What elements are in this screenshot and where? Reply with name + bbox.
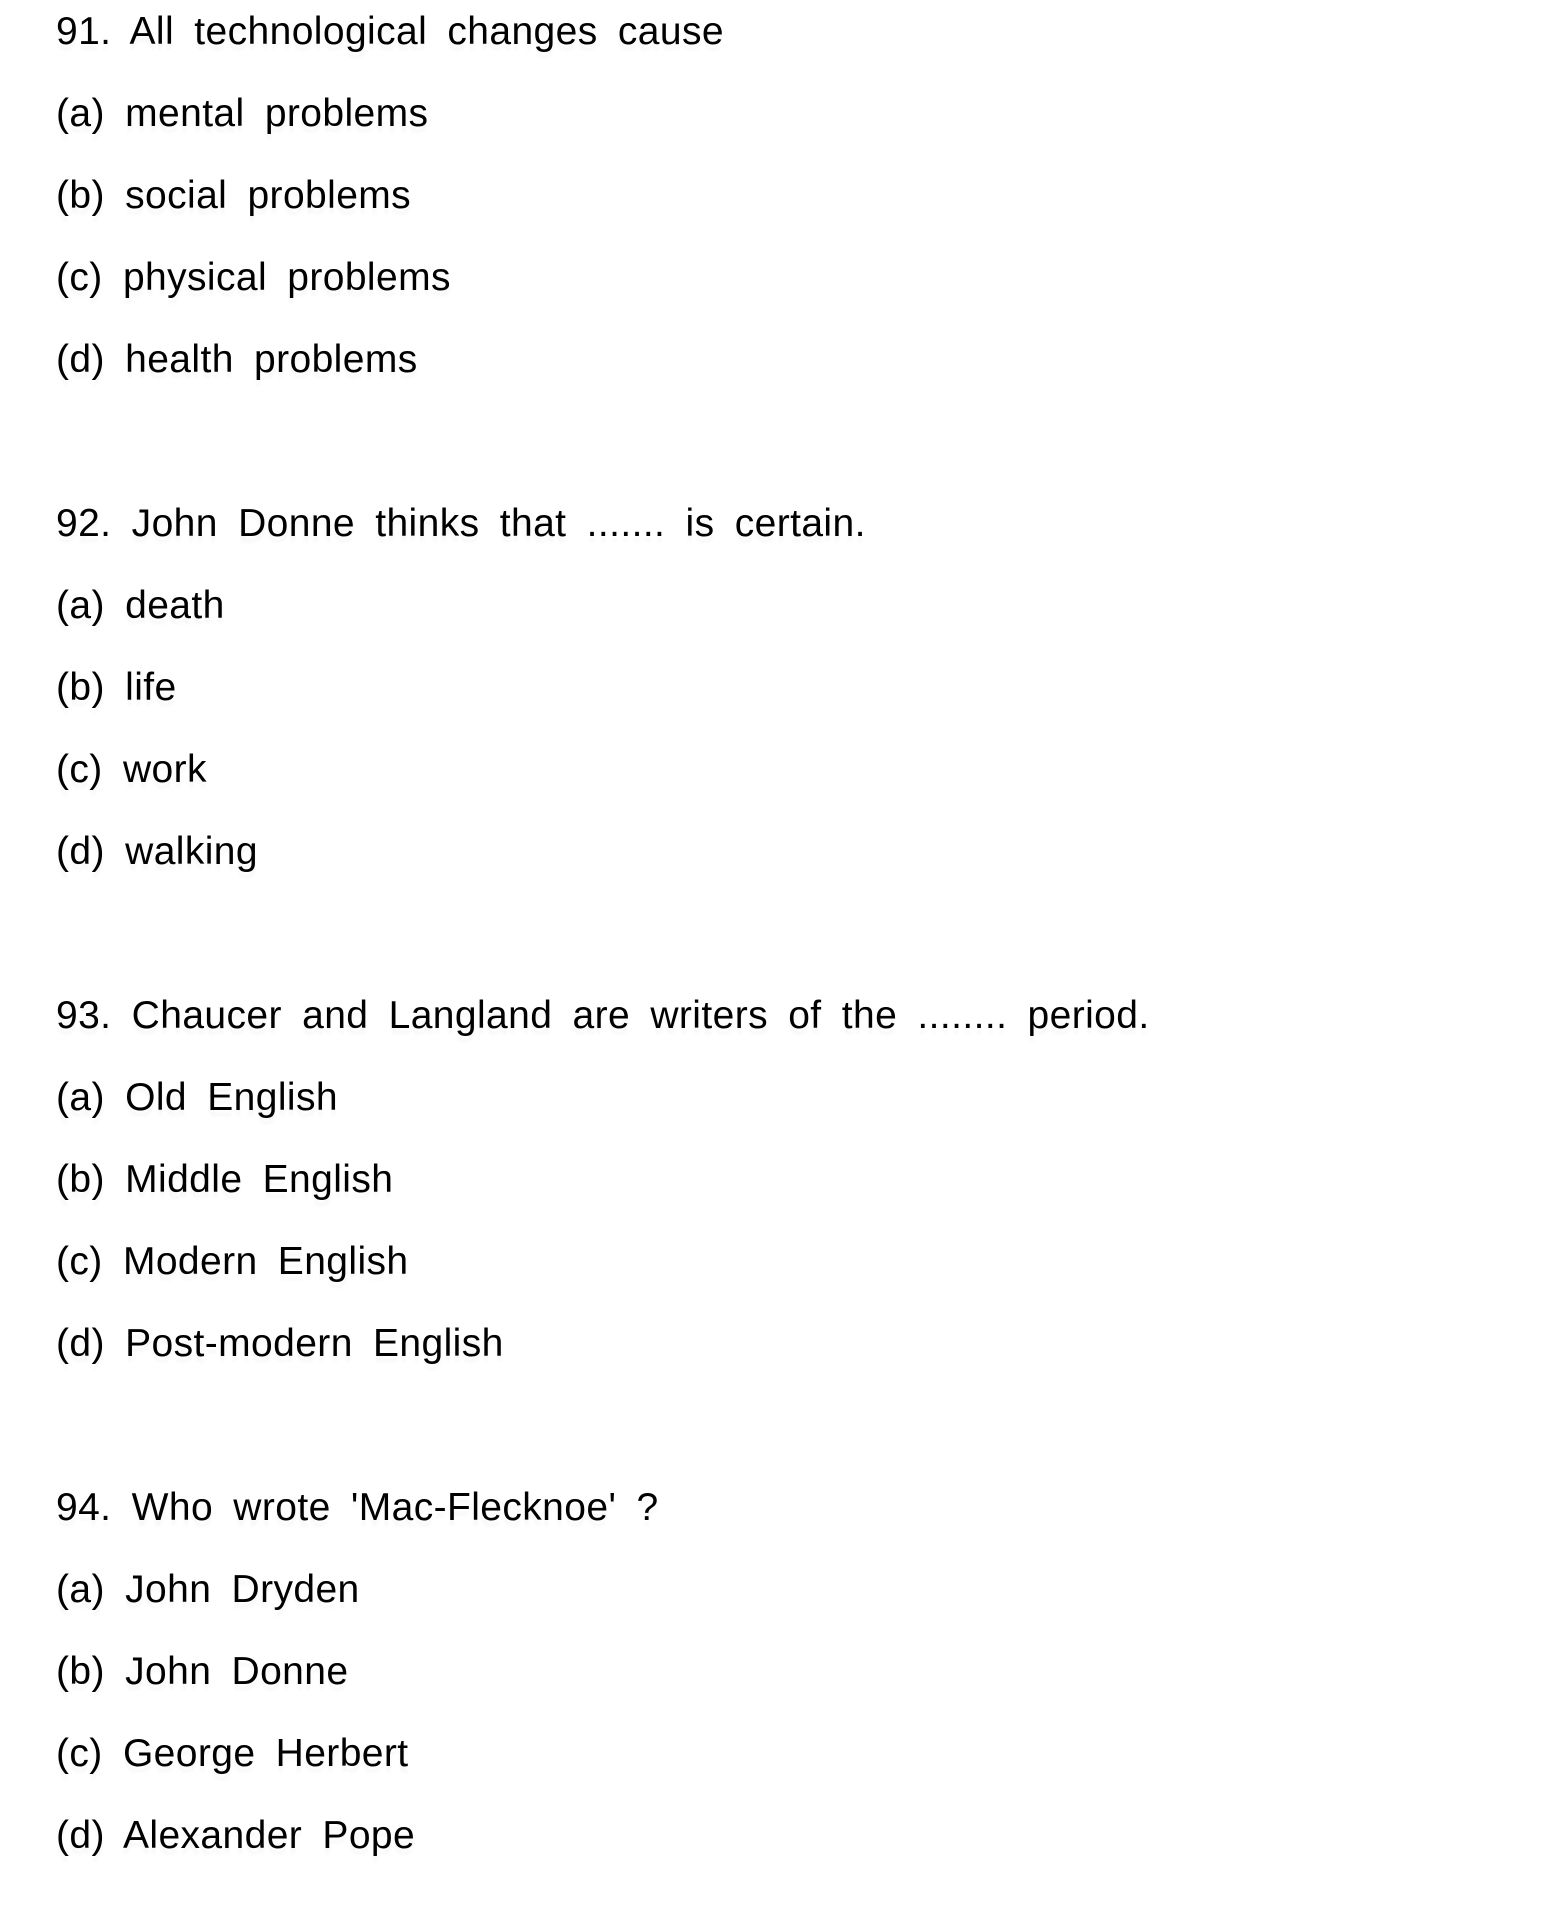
option-94-d: [56, 1812, 415, 1860]
question-number: 92.: [56, 502, 112, 545]
question-text: Chaucer and Langland are writers of the ........ period.: [131, 994, 1150, 1037]
option-label: (b): [56, 1650, 105, 1693]
option-label: (c): [56, 1732, 103, 1775]
question-92: [56, 500, 866, 548]
option-text: physical problems: [122, 256, 451, 299]
option-text: health problems: [125, 338, 418, 381]
question-91: [56, 8, 724, 56]
option-text: mental problems: [125, 92, 429, 135]
question-text: Who wrote 'Mac-Flecknoe' ?: [131, 1486, 659, 1529]
question-93: [56, 992, 1150, 1040]
option-94-a: [56, 1566, 360, 1614]
option-text: John Dryden: [125, 1568, 360, 1611]
option-93-c: [56, 1238, 409, 1286]
option-text: John Donne: [125, 1650, 349, 1693]
option-label: (c): [56, 256, 103, 299]
option-text: Post-modern English: [125, 1322, 504, 1365]
option-label: (d): [56, 830, 105, 873]
option-92-d: [56, 828, 258, 876]
option-text: walking: [125, 830, 258, 873]
option-label: (a): [56, 584, 105, 627]
option-label: (b): [56, 1158, 105, 1201]
option-text: work: [122, 748, 207, 791]
option-92-a: [56, 582, 225, 630]
option-91-a: [56, 90, 428, 138]
option-94-c: [56, 1730, 409, 1778]
option-label: (b): [56, 666, 105, 709]
option-text: life: [125, 666, 177, 709]
option-label: (a): [56, 1568, 105, 1611]
option-label: (d): [56, 1814, 105, 1857]
option-91-d: [56, 336, 418, 384]
question-number: 93.: [56, 994, 112, 1037]
option-91-b: [56, 172, 411, 220]
option-text: George Herbert: [122, 1732, 409, 1775]
option-label: (b): [56, 174, 105, 217]
option-label: (a): [56, 92, 105, 135]
option-93-d: [56, 1320, 504, 1368]
option-92-c: [56, 746, 207, 794]
option-text: Modern English: [122, 1240, 409, 1283]
option-label: (c): [56, 1240, 103, 1283]
option-94-b: [56, 1648, 348, 1696]
option-label: (d): [56, 338, 105, 381]
option-label: (a): [56, 1076, 105, 1119]
option-93-a: [56, 1074, 338, 1122]
option-93-b: [56, 1156, 393, 1204]
question-94: [56, 1484, 659, 1532]
option-text: death: [125, 584, 225, 627]
option-text: Alexander Pope: [122, 1814, 416, 1857]
question-number: 91.: [56, 10, 112, 53]
option-91-c: [56, 254, 451, 302]
question-number: 94.: [56, 1486, 112, 1529]
option-92-b: [56, 664, 177, 712]
question-text: John Donne thinks that ....... is certain.: [131, 502, 866, 545]
option-text: Old English: [125, 1076, 338, 1119]
question-text: All technological changes cause: [129, 10, 724, 53]
option-label: (d): [56, 1322, 105, 1365]
option-text: social problems: [125, 174, 412, 217]
option-text: Middle English: [125, 1158, 394, 1201]
option-label: (c): [56, 748, 103, 791]
